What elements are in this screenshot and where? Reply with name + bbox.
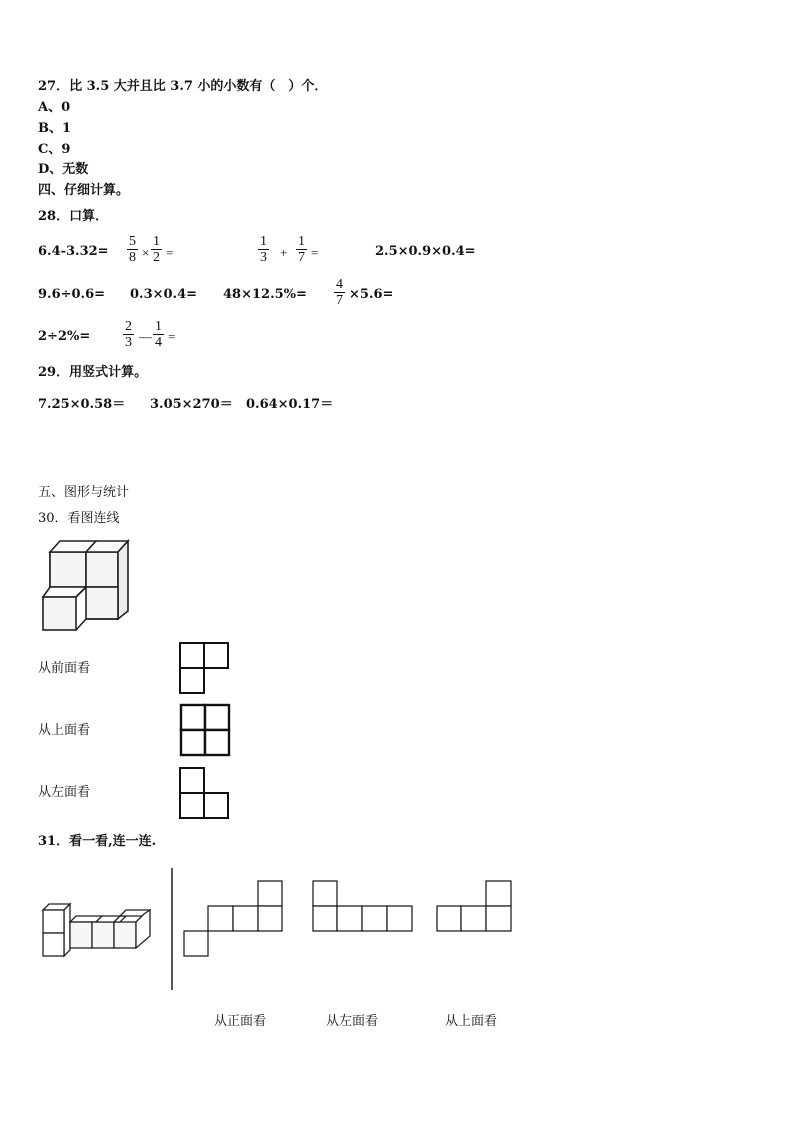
q28-r1-c-frac1: $\frac{1}{3}$ <box>260 234 267 265</box>
q27-option-d: D、无数 <box>38 162 89 177</box>
q28-r2-c: 48×12.5%= <box>223 287 307 302</box>
q28-r2-d-frac: $\frac{4}{7}$ <box>336 277 343 308</box>
q31-view-top: 从上面看 <box>445 1014 498 1029</box>
q28-r2-b: 0.3×0.4= <box>130 287 198 302</box>
q27-option-a: A、0 <box>38 100 71 115</box>
section4-title: 四、仔细计算。 <box>38 183 130 198</box>
q28-r1-b-frac1: $\frac{5}{8}$ <box>129 234 136 265</box>
q27-stem: 27．比 3.5 大并且比 3.7 小的小数有（ ）个． <box>38 79 328 94</box>
q30-shape-2[interactable] <box>179 703 233 757</box>
q28-r1-c-eq: = <box>311 245 319 260</box>
q31-stem: 31．看一看,连一连. <box>38 834 157 849</box>
q28-r1-b-op: × <box>142 245 150 260</box>
q30-shape-3[interactable] <box>178 766 230 821</box>
q29-item-3: 0.64×0.17＝ <box>246 397 334 412</box>
q31-view-front: 从正面看 <box>214 1014 267 1029</box>
q30-shape-1[interactable] <box>178 641 230 695</box>
q27-option-b: B、1 <box>38 121 72 136</box>
q28-stem: 28．口算． <box>38 209 109 224</box>
q28-r3-b-op: — <box>139 329 152 344</box>
q28-r2-d-rest: ×5.6= <box>349 287 394 302</box>
q30-view-top: 从上面看 <box>38 723 91 738</box>
q28-r3-b-frac1: $\frac{2}{3}$ <box>125 319 132 350</box>
q28-r1-c-frac2: $\frac{1}{7}$ <box>298 234 305 265</box>
q29-stem: 29．用竖式计算。 <box>38 365 148 380</box>
q28-r3-a: 2÷2%= <box>38 329 91 344</box>
q30-view-front: 从前面看 <box>38 661 91 676</box>
q28-r3-b-frac2: $\frac{1}{4}$ <box>155 319 162 350</box>
q30-stem: 30．看图连线 <box>38 511 120 526</box>
q28-r3-b-eq: = <box>168 329 176 344</box>
q28-r1-d: 2.5×0.9×0.4= <box>375 244 476 259</box>
q31-shape-3[interactable] <box>436 880 514 933</box>
q31-shape-1[interactable] <box>183 880 285 958</box>
q29-item-2: 3.05×270＝ <box>150 397 233 412</box>
q31-view-left: 从左面看 <box>326 1014 379 1029</box>
q31-divider-line <box>170 868 174 990</box>
q28-r1-b-frac2: $\frac{1}{2}$ <box>153 234 160 265</box>
q28-r1-a: 6.4-3.32= <box>38 244 109 259</box>
q27-option-c: C、9 <box>38 142 71 157</box>
q31-shape-2[interactable] <box>312 880 414 933</box>
q28-r1-c-op: + <box>280 245 288 260</box>
q28-r1-b-eq: = <box>166 245 174 260</box>
section5-title: 五、图形与统计 <box>38 485 130 500</box>
q28-r2-a: 9.6÷0.6= <box>38 287 106 302</box>
q30-cube-figure <box>38 535 133 635</box>
q30-view-left: 从左面看 <box>38 785 91 800</box>
q31-cube-figure <box>40 902 155 960</box>
q29-item-1: 7.25×0.58＝ <box>38 397 126 412</box>
